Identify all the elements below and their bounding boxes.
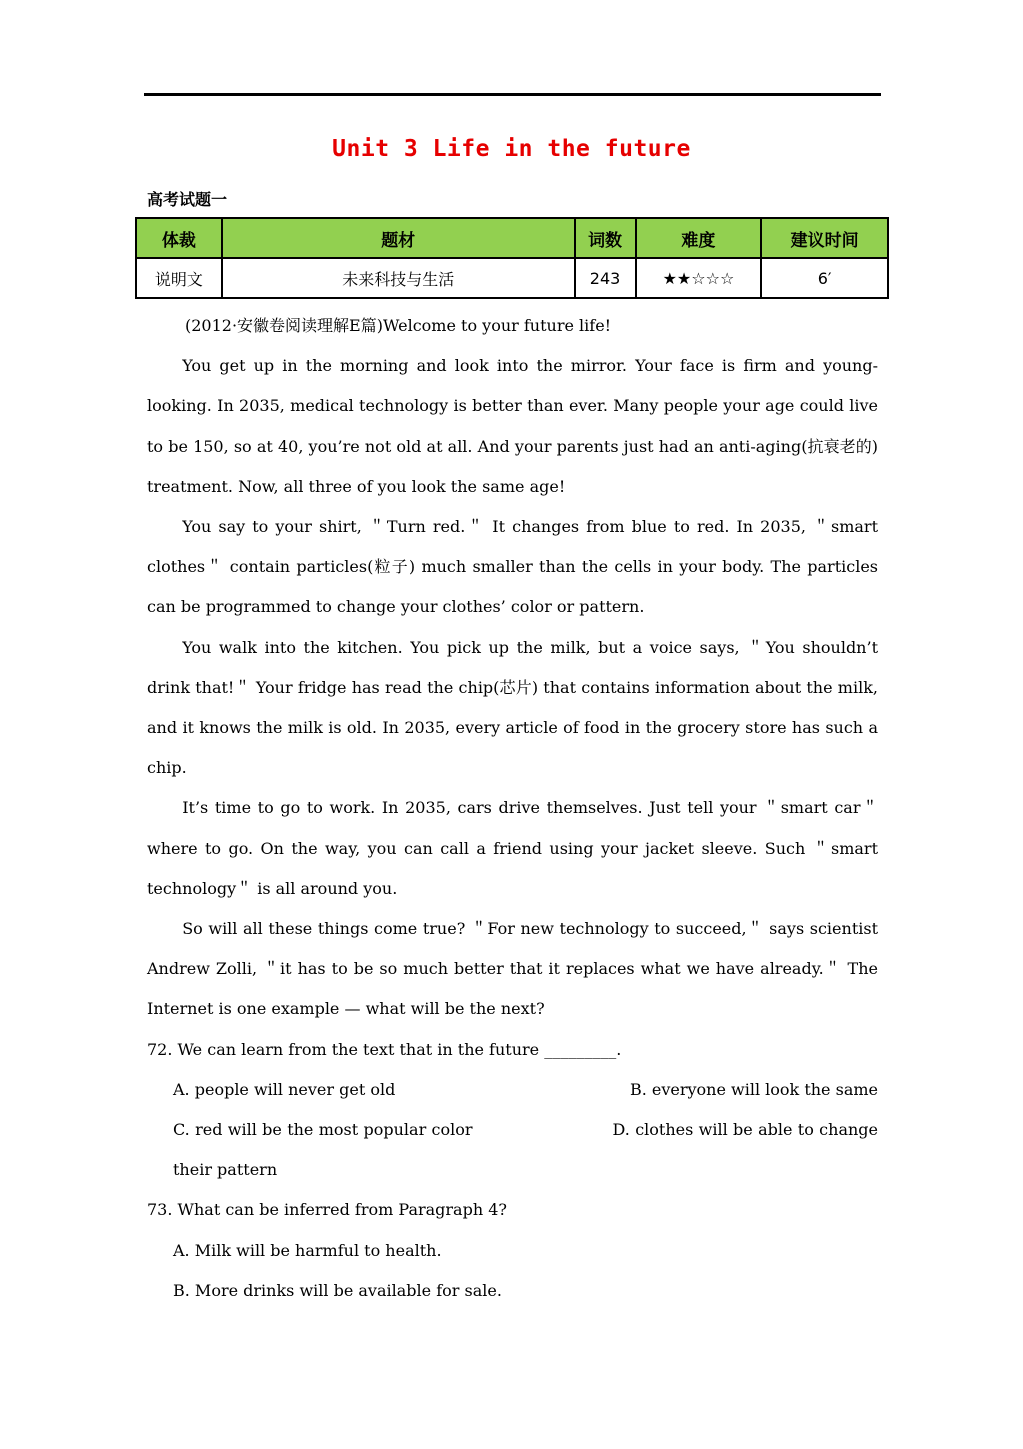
option-a: A. Milk will be harmful to health. (173, 1240, 442, 1260)
section-label: 高考试题一 (147, 190, 228, 209)
page-title: Unit 3 Life in the future (332, 136, 691, 162)
question-72-options-row-1 (147, 1070, 878, 1110)
option-a: A. people will never get old (173, 1079, 396, 1099)
header-difficulty: 难度 (636, 218, 762, 258)
option-b: B. More drinks will be available for sale. (173, 1280, 502, 1300)
paragraph: You walk into the kitchen. You pick up the milk, but a voice says, ＂You shouldn’t drink that!＂ Your fridge has read the chip(芯片) that contains information about the milk, and it knows the milk is old. In 2035, every article of food in the grocery store has such a chip. (147, 637, 878, 778)
question-73-stem: 73. What can be inferred from Paragraph 4? (147, 1200, 507, 1220)
paragraph: So will all these things come true? ＂For new technology to succeed,＂ says scientist Andrew Zolli, ＂it has to be so much better that it replaces what we have already.＂ The Internet is one example — what will be the next? (147, 919, 878, 1019)
paragraph: You say to your shirt, ＂Turn red.＂ It changes from blue to red. In 2035, ＂smart clothes＂ contain particles(粒子) much smaller than the cells in your body. The particles can be programmed to change your clothes’ color or pattern. (147, 517, 878, 617)
info-table-header-row (136, 218, 888, 258)
option-d: D. clothes will be able to change their pattern (173, 1120, 878, 1180)
header-topic: 题材 (222, 218, 575, 258)
info-table (135, 217, 889, 299)
value-difficulty: ★★☆☆☆ (636, 258, 762, 298)
value-genre: 说明文 (136, 258, 222, 298)
header-rule (144, 93, 881, 96)
option-c: C. red will be the most popular color (173, 1120, 473, 1140)
paragraph: It’s time to go to work. In 2035, cars drive themselves. Just tell your ＂smart car＂ where to go. On the way, you can call a friend using your jacket sleeve. Such ＂smart technology＂ is all around you. (147, 798, 878, 898)
value-topic: 未来科技与生活 (222, 258, 575, 298)
option-b: B. everyone will look the same (629, 1079, 878, 1099)
header-genre: 体裁 (136, 218, 222, 258)
header-word-count: 词数 (575, 218, 636, 258)
paragraph: You get up in the morning and look into the mirror. Your face is firm and young-looking. In 2035, medical technology is better than ever. Many people your age could live to be 150, so at 40, you’re not old at all. And your parents just had an anti-aging(抗衰老的) treatment. Now, all three of you look the same age! (147, 356, 878, 496)
value-word-count: 243 (575, 258, 636, 298)
document-body (147, 306, 878, 1311)
header-suggested-time: 建议时间 (761, 218, 888, 258)
value-suggested-time: 6′ (761, 258, 888, 298)
question-72-options-row-2 (147, 1110, 878, 1190)
info-table-value-row (136, 258, 888, 298)
question-72-stem: 72. We can learn from the text that in the future _________. (147, 1039, 622, 1059)
passage-source: (2012·安徽卷阅读理解E篇)Welcome to your future life! (185, 316, 612, 335)
